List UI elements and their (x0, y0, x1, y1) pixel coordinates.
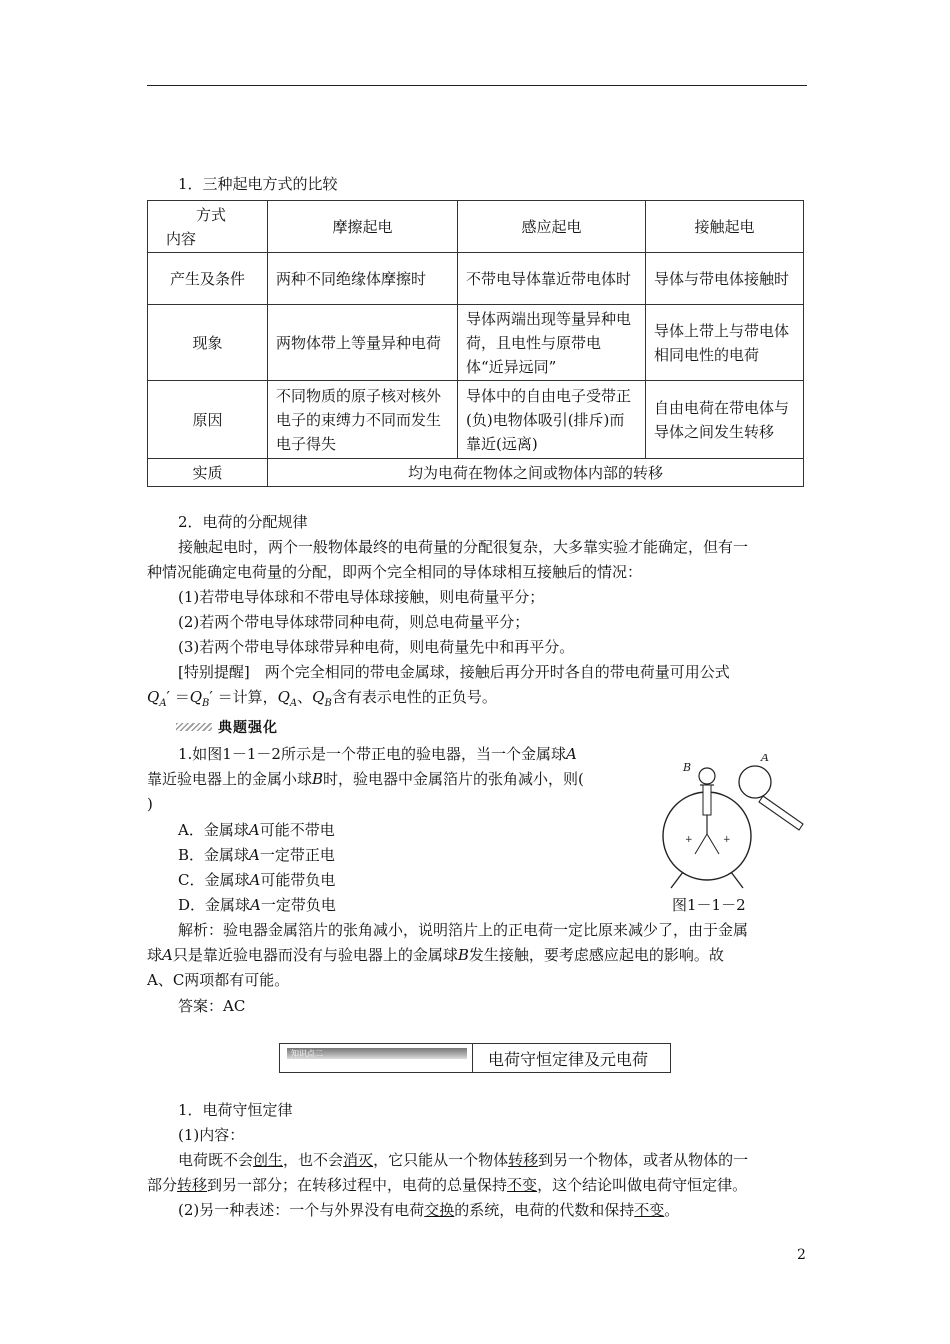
option-d (178, 895, 336, 915)
foil-left (695, 834, 707, 854)
solution-var: A (162, 946, 173, 964)
table-cell: 不同物质的原子核对核外电子的束缚力不同而发生电子得失 (268, 381, 458, 459)
formula-sub: A (159, 698, 167, 709)
option-text: C．金属球 (178, 871, 250, 889)
header-rule (147, 85, 807, 86)
paragraph-line: 接触起电时，两个一般物体最终的电荷量的分配很复杂，大多靠实验才能确定，但有一 (178, 538, 749, 556)
table-cell: 自由电荷在带电体与导体之间发生转移 (646, 381, 804, 459)
formula-sub: A (289, 698, 298, 709)
tip-formula-line (147, 687, 497, 714)
formula-text: 含有表示电性的正负号。 (331, 688, 497, 706)
insulating-handle (759, 796, 803, 830)
formula-text: 、 (297, 688, 313, 706)
hatch-decoration (176, 723, 212, 731)
knowledge-point-title: 电荷守恒定律及元电荷 (488, 1050, 649, 1069)
formula-var: Q (312, 688, 325, 706)
underlined-term: 转移 (508, 1151, 539, 1169)
question-line: ) (147, 795, 153, 813)
option-var: A (249, 871, 261, 889)
small-ball-b (699, 768, 715, 784)
jar-leg-right (731, 872, 743, 888)
figure-caption: 图1－1－2 (672, 896, 746, 914)
banner-divider (472, 1044, 473, 1072)
corner-top-label: 方式 (196, 205, 227, 224)
option-var: A (248, 821, 260, 839)
para-text: 电荷既不会 (178, 1151, 254, 1169)
row-label: 产生及条件 (148, 253, 268, 305)
question-text: 时，验电器中金属箔片的张角减小，则( (323, 770, 584, 788)
formula-var: Q (277, 688, 290, 706)
example-section-label: 典题强化 (218, 720, 278, 736)
option-var: A (249, 846, 260, 864)
para-text: 的系统，电荷的代数和保持 (454, 1201, 635, 1219)
knowledge-point-tag: 知识点二 (287, 1048, 467, 1059)
section3-heading: 1．电荷守恒定律 (178, 1101, 293, 1119)
option-var: A (250, 896, 261, 914)
page-number: 2 (797, 1247, 806, 1263)
metal-ball-a (739, 766, 771, 798)
underlined-term: 不变 (507, 1176, 538, 1194)
option-a (178, 820, 335, 840)
solution-var: B (457, 946, 469, 964)
knowledge-point-banner (279, 1043, 671, 1073)
figure-label-a: A (761, 754, 769, 764)
solution-text: 只是靠近验电器而没有与验电器上的金属球 (172, 946, 458, 964)
merged-cell: 均为电荷在物体之间或物体内部的转移 (268, 459, 804, 487)
insulator-plug (703, 785, 711, 815)
para-text: ，也不会 (283, 1151, 344, 1169)
paragraph-line: 种情况能确定电荷量的分配，即两个完全相同的导体球相互接触后的情况： (147, 563, 643, 581)
solution-line: 解析：验电器金属箔片的张角减小，说明箔片上的正电荷一定比原来减少了，由于金属 (178, 921, 749, 939)
underlined-term: 消灭 (343, 1151, 374, 1169)
row-label: 现象 (148, 305, 268, 381)
column-header: 接触起电 (646, 201, 804, 253)
table-cell: 导体中的自由电子受带正(负)电物体吸引(排斥)而靠近(远离) (458, 381, 646, 459)
comparison-table (147, 200, 804, 487)
solution-text: 发生接触，要考虑感应起电的影响。故 (468, 946, 724, 964)
row-label: 实质 (148, 459, 268, 487)
paragraph-line (178, 1200, 679, 1220)
table-row (148, 253, 804, 305)
formula-var: Q (189, 688, 203, 706)
formula-sub: B (202, 698, 210, 709)
table-cell: 不带电导体靠近带电体时 (458, 253, 646, 305)
subheading: (1)内容： (178, 1126, 245, 1144)
question-text: 靠近验电器上的金属小球 (147, 770, 313, 788)
para-text: ，这个结论叫做电荷守恒定律。 (537, 1176, 748, 1194)
list-item: (3)若两个带电导体球带异种电荷，则电荷量先中和再平分。 (178, 638, 575, 656)
section1-heading: 1．三种起电方式的比较 (178, 175, 338, 193)
plus-sign: + (685, 835, 693, 845)
solution-line (147, 945, 724, 965)
option-text: 一定带正电 (259, 846, 335, 864)
corner-bottom-label: 内容 (166, 229, 197, 248)
option-text: 可能不带电 (259, 821, 335, 839)
table-corner-cell (148, 201, 268, 253)
underlined-term: 创生 (253, 1151, 284, 1169)
option-text: B．金属球 (178, 846, 250, 864)
paragraph-line (147, 1175, 747, 1195)
question-var: A (565, 745, 577, 763)
tip-line: [特别提醒] 两个完全相同的带电金属球，接触后再分开时各自的带电荷量可用公式 (178, 663, 730, 681)
formula-sub: B (324, 698, 332, 709)
electroscope-figure (655, 754, 815, 904)
formula-var: Q (147, 688, 160, 706)
table-row (148, 381, 804, 459)
list-item: (2)若两个带电导体球带同种电荷，则总电荷量平分； (178, 613, 530, 631)
table-row (148, 459, 804, 487)
table-cell: 两物体带上等量异种电荷 (268, 305, 458, 381)
para-text: 部分 (147, 1176, 178, 1194)
option-text: A．金属球 (178, 821, 249, 839)
table-cell: 导体上带上与带电体相同电性的电荷 (646, 305, 804, 381)
column-header: 摩擦起电 (268, 201, 458, 253)
plus-sign: + (723, 835, 731, 845)
example-section-banner (176, 718, 278, 736)
jar-leg-left (671, 872, 683, 888)
underlined-term: 不变 (634, 1201, 665, 1219)
para-text: 到另一个物体，或者从物体的一 (538, 1151, 749, 1169)
para-text: 。 (664, 1201, 680, 1219)
table-row (148, 305, 804, 381)
underlined-term: 交换 (424, 1201, 455, 1219)
question-line (147, 769, 584, 789)
option-text: 可能带负电 (260, 871, 336, 889)
question-text: 1.如图1－1－2所示是一个带正电的验电器，当一个金属球 (178, 745, 566, 763)
table-header-row (148, 201, 804, 253)
paragraph-line (178, 1150, 748, 1170)
answer-line: 答案：AC (178, 997, 246, 1015)
table-cell: 两种不同绝缘体摩擦时 (268, 253, 458, 305)
column-header: 感应起电 (458, 201, 646, 253)
option-c (178, 870, 335, 890)
section2-heading: 2．电荷的分配规律 (178, 513, 308, 531)
option-b (178, 845, 335, 865)
para-text: 到另一部分；在转移过程中，电荷的总量保持 (207, 1176, 508, 1194)
figure-label-b: B (683, 761, 692, 774)
list-item: (1)若带电导体球和不带电导体球接触，则电荷量平分； (178, 588, 545, 606)
formula-text: ′ ＝ (166, 688, 190, 706)
row-label: 原因 (148, 381, 268, 459)
foil-right (707, 834, 719, 854)
table-cell: 导体两端出现等量异种电荷，且电性与原带电体“近异远同” (458, 305, 646, 381)
option-text: D．金属球 (178, 896, 251, 914)
option-text: 一定带负电 (260, 896, 336, 914)
underlined-term: 转移 (177, 1176, 208, 1194)
para-text: ，它只能从一个物体 (373, 1151, 509, 1169)
question-line (178, 744, 577, 764)
solution-line: A、C两项都有可能。 (147, 971, 290, 989)
solution-text: 球 (147, 946, 163, 964)
question-var: B (312, 770, 324, 788)
para-text: (2)另一种表述：一个与外界没有电荷 (178, 1201, 425, 1219)
table-cell: 导体与带电体接触时 (646, 253, 804, 305)
formula-text: ′ ＝计算， (209, 688, 278, 706)
